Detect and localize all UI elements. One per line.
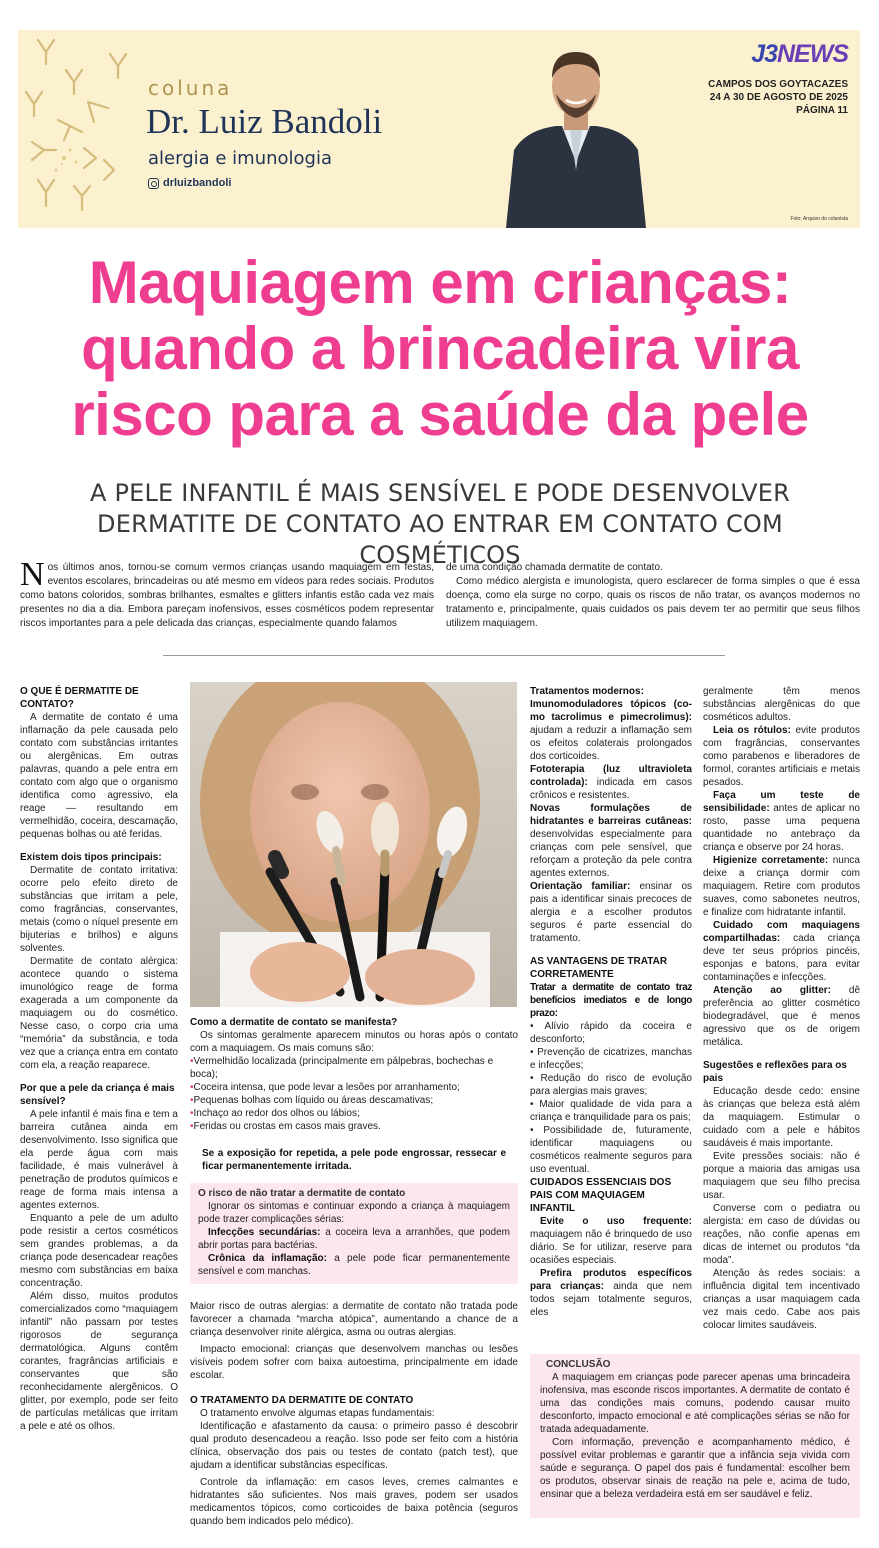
- list-item: •Pequenas bolhas com líquido ou áreas descamativas;: [190, 1095, 434, 1106]
- list-item: • Alívio rápido da coceira e desconforto;: [530, 1021, 692, 1045]
- conclusion-title: CONCLUSÃO: [546, 1359, 611, 1370]
- lead-text: Como médico alergista e imunologista, quero esclarecer de forma simples o que é essa doença, como ela surge no corpo, quais os riscos de não tratar, os avanços modernos no tratamento e, principalmente, quais cuidados os pais devem ter ao permitir que seus filhos utilizem maquiagem.: [446, 576, 860, 629]
- headline-line: quando a brincadeira vira: [81, 315, 799, 382]
- paragraph: Além disso, muitos produtos comercializados como “maquiagem infantil” não passam por testes rigorosos de segurança dermatológica. Alguns contêm corantes, fragrâncias artificiais e conservantes que são reconhecidamente alergênicos. O glitter, por exemplo, pode ser feito de partículas metálicas que irritam a pele e até os olhos.: [20, 1291, 178, 1432]
- section-heading: CUIDADOS ESSENCIAIS DOS PAIS COM MAQUIAGEM INFANTIL: [530, 1177, 672, 1214]
- lead-text: os últimos anos, tornou-se comum vermos crianças usando maquiagem em festas, eventos escolares, brincadeiras ou até mesmo em vídeos para redes sociais. Produtos como batons coloridos, sombras brilhantes, esmaltes e glitters infantis estão cada vez mais presentes no dia a dia. Embora pareçam inofensivos, esses cosméticos podem representar riscos importantes para a pele delicada das crianças, especialmente quando falamos: [20, 562, 434, 629]
- paragraph: A maquiagem em crianças pode parecer apenas uma brincadeira inofensiva, mas esconde riscos importantes. A dermatite de contato é uma das condições mais comuns, podendo causar muito desconforto, impacto emocional e até complicações sérias se não for tratada adequadamente.: [540, 1372, 850, 1435]
- section-divider: [163, 655, 725, 656]
- list-item: • Possibilidade de, futuramente, identificar maquiagens ou cosméticos realmente seguros para uso eventual.: [530, 1125, 692, 1175]
- hero-photo-child-brushes: [190, 682, 517, 1007]
- paragraph: Evite o uso frequente: maquiagem não é brinquedo de uso diário. Se for utilizar, reserve para ocasiões especiais.: [530, 1216, 692, 1266]
- paragraph: Os sintomas geralmente aparecem minutos ou horas após o contato com a maquiagem. Os mais comuns são:: [190, 1030, 518, 1054]
- lead-text: de uma condição chamada dermatite de contato.: [446, 562, 663, 573]
- edition-city: CAMPOS DOS GOYTACAZES: [708, 79, 848, 90]
- paragraph: Imunomoduladores tópicos (co-mo tacrolimus e pimecrolimus): ajudam a reduzir a inflamação sem os efeitos colaterais prolongados dos corticoides.: [530, 699, 692, 762]
- paragraph: Identificação e afastamento da causa: o primeiro passo é descobrir qual produto desencadeou a reação. Isso pode ser feito com a história clínica, observação dos pais ou testes de contato (patch test), que ajudam a identificar substâncias específicas.: [190, 1421, 518, 1471]
- section-heading: Sugestões e reflexões para os pais: [703, 1060, 847, 1084]
- column-1: [20, 685, 178, 1433]
- paragraph: Com informação, prevenção e acompanhamento médico, é possível evitar problemas e garantir que a infância seja vivida com saúde e segurança. O papel dos pais é fundamental: escolher bem os produtos, observar sinais de reação na pele e, acima de tudo, ensinar que a beleza verdadeira está em ser saudável e feliz.: [540, 1437, 850, 1500]
- box-title: O risco de não tratar a dermatite de contato: [198, 1188, 406, 1199]
- columnist-specialty: alergia e imunologia: [148, 148, 332, 169]
- section-heading: O TRATAMENTO DA DERMATITE DE CONTATO: [190, 1395, 414, 1406]
- paragraph: geralmente têm menos substâncias alergênicas do que cosméticos adultos.: [703, 686, 860, 723]
- subhead-line: A PELE INFANTIL É MAIS SENSÍVEL E PODE DESENVOLVER: [90, 479, 790, 507]
- paragraph: Converse com o pediatra ou alergista: em caso de dúvidas ou reações, não confie apenas em dicas de internet ou produtos “da moda”.: [703, 1203, 860, 1266]
- list-item: • Prevenção de cicatrizes, manchas e infecções;: [530, 1047, 692, 1071]
- paragraph: Novas formulações de hidratantes e barreiras cutâneas: desenvolvidas especialmente para crianças com pele sensível, que reforçam a proteção da pele contra agentes externos.: [530, 803, 692, 879]
- conclusion-box: [530, 1354, 860, 1518]
- paragraph: Higienize corretamente: nunca deixe a criança dormir com maquiagem. Retire com produtos suaves, como sabonetes neutros, e finalize com hidratante infantil.: [703, 855, 860, 918]
- lead-left: [20, 556, 434, 631]
- paragraph: Fototerapia (luz ultravioleta controlada): indicada em casos crônicos e resistentes.: [530, 764, 692, 801]
- list-item: • Maior qualidade de vida para a criança e tranquilidade para os pais;: [530, 1099, 692, 1123]
- logo-j3: J3: [751, 40, 777, 68]
- edition-date: 24 A 30 DE AGOSTO DE 2025: [709, 92, 848, 103]
- paragraph: Infecções secundárias: a coceira leva a arranhões, que podem abrir portas para bactérias.: [198, 1227, 510, 1251]
- list-item: •Feridas ou crostas em casos mais graves.: [190, 1121, 381, 1132]
- list-item: •Vermelhidão localizada (principalmente em pálpebras, bochechas e boca);: [190, 1056, 494, 1080]
- columnist-name: Dr. Luiz Bandoli: [146, 102, 383, 141]
- list-item: • Redução do risco de evolução para alergias mais graves;: [530, 1073, 692, 1097]
- section-heading: Existem dois tipos principais:: [20, 852, 162, 863]
- headline-line: Maquiagem em crianças:: [88, 249, 792, 316]
- column-3: [530, 685, 692, 1319]
- list-item: •Inchaço ao redor dos olhos ou lábios;: [190, 1108, 360, 1119]
- paragraph: Prefira produtos específicos para crianças: ainda que nem todos sejam totalmente seguros, eles: [530, 1268, 692, 1318]
- j3news-logo: [751, 40, 848, 69]
- benefit-list: [530, 1020, 692, 1176]
- paragraph: Tratar a dermatite de contato traz benefícios imediatos e de longo prazo:: [530, 982, 692, 1019]
- paragraph: Orientação familiar: ensinar os pais a identificar sinais precoces de alergia e a escolher produtos seguros é parte essencial do tratamento.: [530, 881, 693, 944]
- subhead-line: DERMATITE DE CONTATO AO ENTRAR EM CONTATO COM COSMÉTICOS: [97, 510, 783, 569]
- article-headline: [20, 250, 860, 448]
- paragraph: Faça um teste de sensibilidade: antes de aplicar no rosto, passe uma pequena quantidade no antebraço da criança e observe por 24 horas.: [703, 790, 860, 853]
- paragraph: Evite pressões sociais: não é porque a maioria das amigas usa maquiagem que seu filho precisa usar.: [703, 1151, 860, 1201]
- paragraph: Dermatite de contato irritativa: ocorre pelo efeito direto de substâncias que irritam a pele, como fragrâncias, conservantes, metais (como o níquel presente em bijuterias e brilhos) e alguns solventes.: [20, 865, 178, 954]
- paragraph: Crônica da inflamação: a pele pode ficar permanentemente sensível e com manchas.: [198, 1253, 510, 1277]
- instagram-icon: [148, 178, 159, 189]
- highlight-quote: Se a exposição for repetida, a pele pode engrossar, ressecar e ficar permanentemente irritada.: [202, 1148, 506, 1172]
- paragraph: Leia os rótulos: evite produtos com fragrâncias, conservantes como parabenos e liberadores de formol, corantes artificiais e metais pesados.: [703, 725, 860, 788]
- instagram-handle-text: drluizbandoli: [163, 177, 232, 189]
- section-heading: O QUE É DERMATITE DE CONTATO?: [20, 686, 139, 710]
- columnist-portrait: [496, 30, 656, 228]
- paragraph: Controle da inflamação: em casos leves, cremes calmantes e hidratantes são suficientes. Nos mais graves, podem ser usados medicamentos tópicos, como corticoides de baixa potência (seguros quando bem indicados pelo médico).: [190, 1477, 518, 1527]
- paragraph: A dermatite de contato é uma inflamação da pele causada pelo contato com substâncias irritantes ou alergênicas. Em outras palavras, quando a pele entra em contato com algo que o organismo identifica como agressivo, ela reage — resultando em vermelhidão, coceira, descamação, pequenas bolhas ou até feridas.: [20, 712, 178, 840]
- edition-meta: [708, 78, 848, 117]
- instagram-handle[interactable]: [148, 177, 231, 189]
- paragraph: Dermatite de contato alérgica: acontece quando o sistema imunológico reage de forma exagerada a um componente da maquiagem ou do cosmético. Nesse caso, o corpo cria uma “memória” da substância, e toda vez que a criança entra em contato com ela, a reação reaparece.: [20, 956, 178, 1071]
- section-heading: Por que a pele da criança é mais sensível?: [20, 1083, 175, 1107]
- headline-line: risco para a saúde da pele: [71, 381, 809, 448]
- column-2: [190, 1016, 518, 1528]
- edition-page: PÁGINA 11: [796, 105, 848, 116]
- logo-news: NEWS: [777, 40, 848, 68]
- antibody-ornament-icon: [18, 30, 138, 228]
- paragraph: A pele infantil é mais fina e tem a barreira cutânea ainda em desenvolvimento. Isso significa que ela perde água com mais facilidade, é mais vulnerável à penetração de produtos químicos e reage de forma mais intensa a agentes externos.: [20, 1109, 178, 1211]
- paragraph: Cuidado com maquiagens compartilhadas: cada criança deve ter seus próprios pincéis, esponjas e batons, para evitar contaminações e infecções.: [703, 920, 861, 983]
- lead-right: [446, 561, 860, 631]
- paragraph: Atenção ao glitter: dê preferência ao glitter cosmético biodegradável, que é menos agressivo que os de origem metálica.: [703, 985, 861, 1048]
- paragraph: Enquanto a pele de um adulto pode resistir a certos cosméticos sem grandes problemas, a da criança pode desencadear reações mesmo com substâncias em baixa concentração.: [20, 1213, 178, 1289]
- section-heading: AS VANTAGENS DE TRATAR CORRETAMENTE: [530, 956, 668, 980]
- article-subhead: [20, 478, 860, 571]
- column-4: [703, 685, 860, 1332]
- photo-credit: Foto: Arquivo do colunista: [790, 216, 848, 222]
- paragraph: Impacto emocional: crianças que desenvolvem manchas ou lesões visíveis podem sofrer com baixa autoestima, principalmente em idade escolar.: [190, 1344, 518, 1381]
- column-label: coluna: [148, 76, 233, 100]
- paragraph: Ignorar os sintomas e continuar expondo a criança à maquiagem pode trazer complicações sérias:: [198, 1201, 510, 1225]
- section-heading: Tratamentos modernos:: [530, 686, 644, 697]
- column-header: [18, 30, 860, 228]
- paragraph: Educação desde cedo: ensine às crianças que beleza está além da maquiagem. Estimular o cuidado com a pele e hábitos saudáveis é mais importante.: [703, 1086, 860, 1149]
- symptom-list: [190, 1055, 518, 1133]
- section-heading: Como a dermatite de contato se manifesta?: [190, 1017, 398, 1028]
- drop-cap: N: [20, 556, 45, 593]
- list-item: •Coceira intensa, que pode levar a lesões por arranhamento;: [190, 1082, 460, 1093]
- paragraph: Atenção às redes sociais: a influência digital tem incentivado crianças a usar maquiagem cada vez mais cedo. Cabe aos pais colocar limites saudáveis.: [703, 1268, 860, 1331]
- paragraph: O tratamento envolve algumas etapas fundamentais:: [200, 1408, 435, 1419]
- risk-box: [190, 1183, 518, 1284]
- paragraph: Maior risco de outras alergias: a dermatite de contato não tratada pode favorecer a chamada “marcha atópica”, aumentando a chance de a criança desenvolver rinite alérgica, asma ou outras alergias.: [190, 1301, 518, 1338]
